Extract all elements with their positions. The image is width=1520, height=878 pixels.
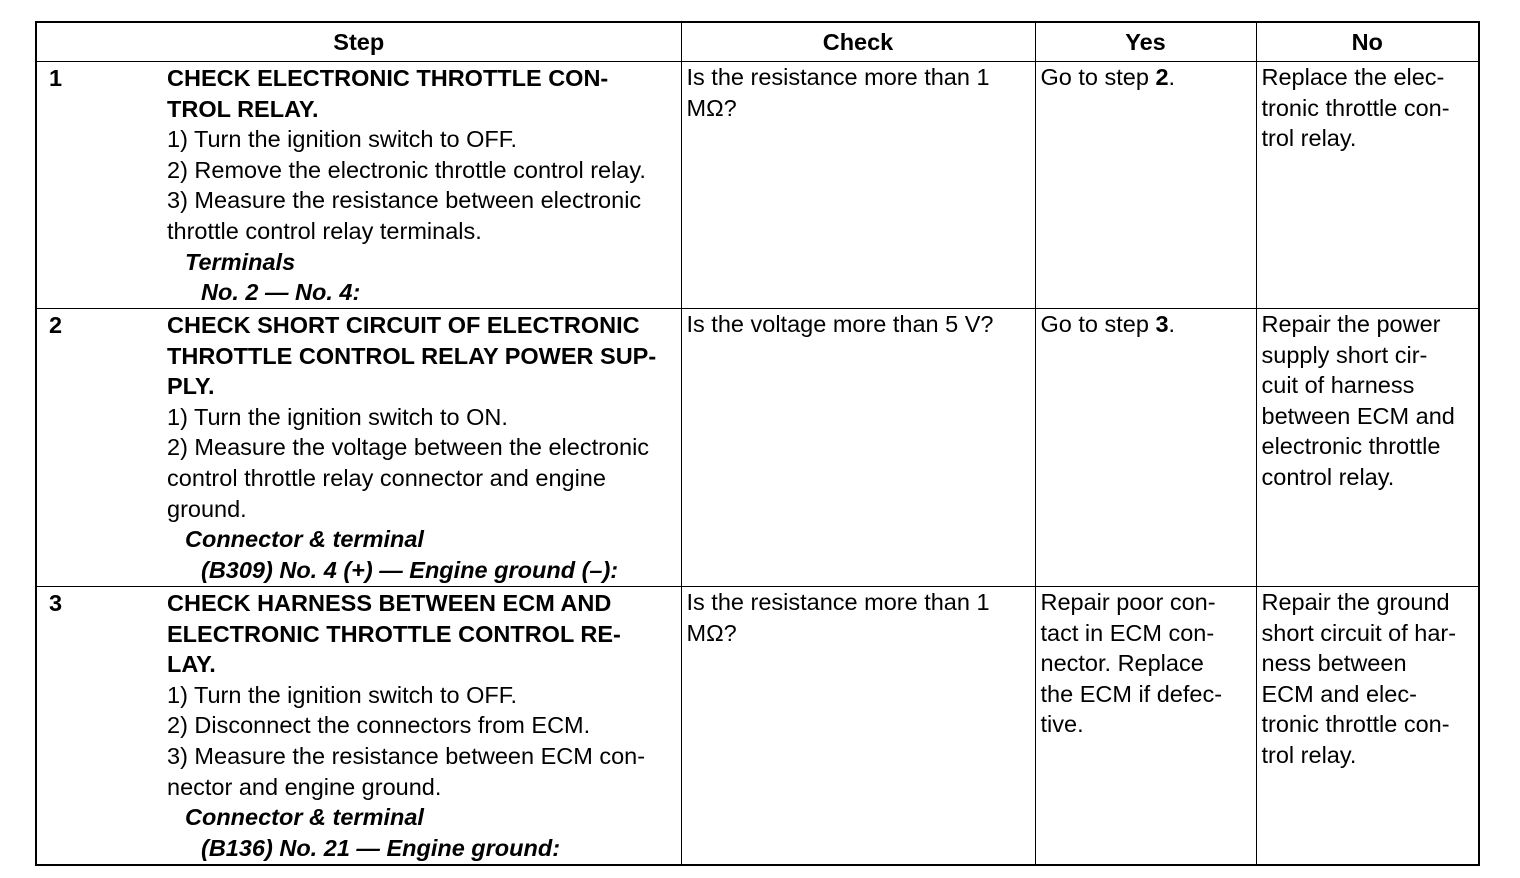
- step-body: [167, 588, 676, 863]
- step-cell: [36, 62, 681, 309]
- step-title: CHECK ELECTRONIC THROTTLE CON-: [167, 65, 609, 91]
- table-row: [36, 62, 1479, 309]
- check-text: Is the resistance more than 1: [686, 64, 990, 90]
- no-text: cuit of harness: [1261, 372, 1415, 399]
- check-cell: [681, 587, 1035, 865]
- no-text: Replace the elec-: [1261, 64, 1445, 90]
- step-title: ELECTRONIC THROTTLE CONTROL RE-: [167, 620, 621, 647]
- check-text: MΩ?: [686, 94, 737, 121]
- no-cell: [1256, 587, 1479, 865]
- yes-step-ref: 3: [1155, 311, 1169, 337]
- no-text: electronic throttle: [1261, 433, 1441, 460]
- step-instruction: 2) Measure the voltage between the electronic: [167, 434, 650, 461]
- no-text: Repair the power: [1261, 311, 1441, 337]
- header-no: No: [1256, 22, 1479, 62]
- no-text: supply short cir-: [1261, 341, 1428, 368]
- yes-text: Go to step: [1040, 311, 1156, 337]
- step-instruction: 3) Measure the resistance between electronic: [167, 187, 642, 214]
- step-title: CHECK SHORT CIRCUIT OF ELECTRONIC: [167, 312, 640, 338]
- step-instruction: control throttle relay connector and engine: [167, 464, 606, 491]
- yes-text: tive.: [1040, 711, 1084, 738]
- yes-cell: [1035, 587, 1256, 865]
- step-title: PLY.: [167, 373, 215, 400]
- header-row: [36, 22, 1479, 62]
- diagnostic-table: [35, 21, 1480, 866]
- spec-label: Connector & terminal: [185, 804, 424, 831]
- step-title: THROTTLE CONTROL RELAY POWER SUP-: [167, 342, 657, 369]
- check-cell: [681, 309, 1035, 587]
- step-body: [167, 63, 676, 308]
- no-text: short circuit of har-: [1261, 619, 1457, 646]
- no-text: ness between: [1261, 650, 1407, 677]
- step-number: 1: [49, 65, 63, 91]
- table-row: [36, 309, 1479, 587]
- check-cell: [681, 62, 1035, 309]
- yes-cell: [1035, 309, 1256, 587]
- step-body: [167, 310, 676, 585]
- spec-value: (B309) No. 4 (+) — Engine ground (–):: [201, 556, 619, 583]
- step-instruction: throttle control relay terminals.: [167, 217, 482, 244]
- no-text: ECM and elec-: [1261, 680, 1417, 707]
- yes-cell: [1035, 62, 1256, 309]
- step-instruction: nector and engine ground.: [167, 773, 442, 800]
- spec-value: (B136) No. 21 — Engine ground:: [201, 834, 561, 861]
- header-check: Check: [681, 22, 1035, 62]
- no-text: trol relay.: [1261, 741, 1357, 768]
- table-row: [36, 587, 1479, 865]
- yes-text: Repair poor con-: [1040, 589, 1216, 615]
- yes-text: .: [1168, 64, 1176, 90]
- step-instruction: 1) Turn the ignition switch to OFF.: [167, 681, 518, 708]
- spec-label: Connector & terminal: [185, 526, 424, 553]
- spec-value: No. 2 — No. 4:: [201, 279, 361, 306]
- no-text: tronic throttle con-: [1261, 94, 1450, 121]
- header-yes: Yes: [1035, 22, 1256, 62]
- yes-text: the ECM if defec-: [1040, 680, 1223, 707]
- check-text: Is the voltage more than 5 V?: [686, 311, 994, 337]
- step-title: CHECK HARNESS BETWEEN ECM AND: [167, 590, 612, 616]
- header-step: Step: [36, 22, 681, 62]
- step-cell: [36, 587, 681, 865]
- yes-text: tact in ECM con-: [1040, 619, 1215, 646]
- yes-step-ref: 2: [1155, 64, 1169, 90]
- no-text: between ECM and: [1261, 402, 1455, 429]
- check-text: Is the resistance more than 1: [686, 589, 990, 615]
- step-title: LAY.: [167, 651, 216, 678]
- step-instruction: 1) Turn the ignition switch to OFF.: [167, 126, 518, 153]
- step-instruction: 3) Measure the resistance between ECM con-: [167, 742, 646, 769]
- yes-text: .: [1168, 311, 1176, 337]
- no-cell: [1256, 309, 1479, 587]
- yes-text: Go to step: [1040, 64, 1156, 90]
- step-instruction: 1) Turn the ignition switch to ON.: [167, 403, 508, 430]
- no-text: trol relay.: [1261, 125, 1357, 152]
- no-text: tronic throttle con-: [1261, 711, 1450, 738]
- step-number: 3: [49, 590, 63, 616]
- step-number: 2: [49, 312, 63, 338]
- step-instruction: ground.: [167, 495, 247, 522]
- step-cell: [36, 309, 681, 587]
- step-instruction: 2) Disconnect the connectors from ECM.: [167, 712, 591, 739]
- check-text: MΩ?: [686, 619, 737, 646]
- no-text: control relay.: [1261, 463, 1395, 490]
- spec-label: Terminals: [185, 248, 296, 275]
- no-text: Repair the ground: [1261, 589, 1450, 615]
- yes-text: nector. Replace: [1040, 650, 1204, 677]
- no-cell: [1256, 62, 1479, 309]
- step-instruction: 2) Remove the electronic throttle control relay.: [167, 156, 646, 183]
- step-title: TROL RELAY.: [167, 95, 319, 122]
